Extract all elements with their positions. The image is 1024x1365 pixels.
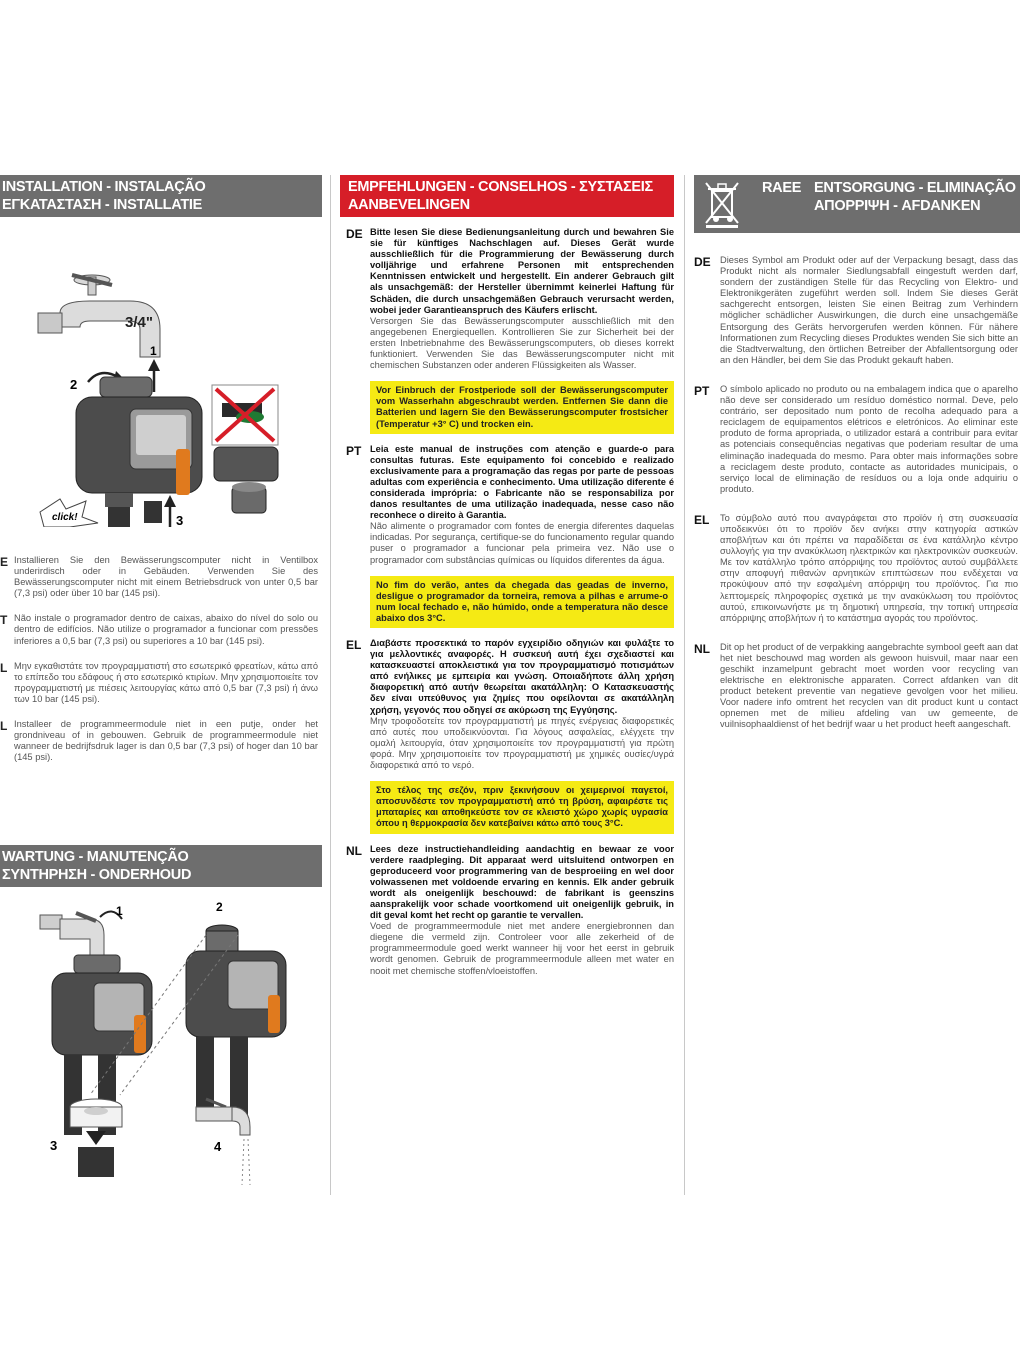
step-2-label: 2 xyxy=(70,377,78,392)
click-label: click! xyxy=(52,512,78,523)
column-divider-2 xyxy=(684,175,685,1195)
installation-code-nl: L xyxy=(0,719,8,734)
disposal-title-line2: ΑΠΟΡΡΙΨΗ - AFDANKEN xyxy=(814,198,981,214)
installation-diagram xyxy=(0,217,322,527)
step-1-label: 1 xyxy=(150,344,157,358)
crossed-bin-icon xyxy=(702,179,742,229)
installation-code-de: E xyxy=(0,555,9,569)
recommendations-column xyxy=(340,175,674,977)
recommendations-header xyxy=(340,175,674,217)
column-divider-1 xyxy=(330,175,331,1195)
installation-text-pt: Não instale o programador dentro de caixas, abaixo do nível do solo ou dentro de edifícios. Não utilize o programador a funcionar com pressões inferiores a 0,5 bar (7,3 psi) ou superiores a 10 bar (145 psi). xyxy=(14,613,318,646)
installation-para-el xyxy=(0,660,318,705)
recommendation-bold-de: Bitte lesen Sie diese Bedienungsanleitung durch und bewahren Sie sie für künftiges Nachschlagen auf. Dieses Gerät wurde ausschließlich für die Programmierung der Bewässerung durch volljährige und erfahrene Personen mit entsprechenden Kenntnissen entwickelt und hergestellt. Ein anderer Gebrauch gilt als unsachgemäß: der Hersteller übernimmt keinerlei Haftung für Schäden, die durch unsachgemäßen Gebrauch verursacht werden, wobei jeder Garantieanspruch des Käufers erlischt. xyxy=(370,227,674,315)
recommendation-section-nl xyxy=(346,843,674,977)
recommendations-title-line2: AANBEVELINGEN xyxy=(348,197,470,213)
installation-text xyxy=(0,555,318,763)
installation-code-pt: T xyxy=(0,613,8,628)
water-timer-device xyxy=(76,377,202,507)
installation-title-line2: ΕΓΚΑΤΑΣΤΑΣΗ - INSTALLATIE xyxy=(2,197,202,213)
disposal-header xyxy=(694,175,1020,233)
recommendation-bold-pt: Leia este manual de instruções com atenção e guarde-o para consultas futuras. Este equipamento foi concebido e realizado exclusivamente para a programação das regas por parte de pessoas adultas com experiência e conhecimento. Uma utilização diferente é considerada imprópria: o Fabricante não se responsabiliza por danos resultantes de uma utilização inadequada, nesse caso não reconhece o direito à Garantia. xyxy=(370,443,674,521)
installation-column xyxy=(0,175,322,1154)
step-3-label: 3 xyxy=(176,513,184,527)
fitting-size-label: 3/4" xyxy=(125,314,153,331)
disposal-code-el: EL xyxy=(694,512,710,527)
raee-label: RAEE xyxy=(762,180,802,196)
recommendations-title-line1: EMPFEHLUNGEN - CONSELHOS - ΣΥΣΤΑΣΕΙΣ xyxy=(348,179,653,195)
recommendation-light-pt: Não alimente o programador com fontes de energia diferentes daquelas indicadas. Por segurança, certifique-se do funcionamento regular quando puser o programador a funcionar pela primeira vez. Não use o programador com substâncias químicas ou líquidos diferentes da água. xyxy=(370,521,674,565)
disposal-text-el: Το σύμβολο αυτό που αναγράφεται στο προϊόν ή στη συσκευασία υποδεικνύει ότι το προϊόν δεν ανήκει στην κατηγορία αστικών αποβλήτων και ότι πρέπει να παραδίδεται σε ένα κατάλληλο κέντρο συλλογής για την ανακύκλωση ηλεκτρικών και ηλεκτρονικών συσκευών. Με τον κατάλληλο τρόπο απόρριψης του προϊόντος αυτού συμβάλλετε στην αποφυγή πιθανών αρνητικών επιπτώσεων που ενδέχεται να προκύψουν από την εσφαλμένη απόρριψη του προϊόντος. Για πιο λεπτομερείς πληροφορίες σχετικά με την ανακύκλωση του προϊόντος αυτού, επικοινωνήστε με τη δημοτική υπηρεσία, την τοπική υπηρεσία απόρριψης αποβλήτων ή το κατάστημα αγοράς του προϊόντος. xyxy=(720,512,1018,623)
disposal-code-nl: NL xyxy=(694,641,710,656)
installation-header xyxy=(0,175,322,217)
maintenance-step2-label: 2 xyxy=(216,900,223,914)
frost-warning-el: Στο τέλος της σεζόν, πριν ξεκινήσουν οι χειμερινοί παγετοί, αποσυνδέστε τον προγραμματιστή από τη βρύση, αφαιρέστε τις μπαταρίες και αποθηκεύστε τον σε κλειστό χώρο χωρίς υγρασία όπου η θερμοκρασία δεν κατεβαίνει κάτω από τους 3°C. xyxy=(370,781,674,833)
disposal-section-el xyxy=(694,512,1018,624)
maintenance-header xyxy=(0,845,322,887)
adapter-detail-illustration xyxy=(214,447,278,513)
recommendation-section-de xyxy=(346,227,674,434)
recommendation-code-nl: NL xyxy=(346,843,362,858)
maintenance-step3-label: 3 xyxy=(50,1138,58,1153)
recommendation-section-el xyxy=(346,638,674,834)
recommendation-light-nl: Voed de programmeermodule niet met andere energiebronnen dan diegene die vermeld zijn. Controleer voor alle zekerheid of de programmeermodule goed werkt wanneer hij voor het eerst in gebruik wordt genomen. Gebruik de programmeermodule alleen met water en nooit met chemische stoffen/vloeistoffen. xyxy=(370,921,674,976)
disposal-text-nl: Dit op het product of de verpakking aangebrachte symbool geeft aan dat het niet beschouwd mag worden als gewoon huisvuil, maar naar een geschikt inzamelpunt gebracht moet worden voor recycling van elektrische en elektronische apparaten. Correct afdanken van dit product betekent preventie van negatieve gevolgen voor het milieu. Voor nadere info omtrent het recyclen van dit product kunt u contact opnemen met de milieu afdeling van uw gemeente, de vuilnisophaaldienst of het bedrijf waar u het product heeft aangeschaft. xyxy=(720,641,1018,730)
recommendation-code-de: DE xyxy=(346,227,363,241)
installation-para-nl xyxy=(0,719,318,763)
recommendation-section-pt xyxy=(346,443,674,628)
recommendation-light-de: Versorgen Sie das Bewässerungscomputer ausschließlich mit den angegebenen Energiequellen. Kontrollieren Sie zur Sicherheit bei der ersten Inbetriebnahme des Bewässerungscomputers, ob dieses korrekt funktioniert. Verwenden Sie das Bewässerungscomputer nicht mit chemischen Substanzen oder anderen Flüssigkeiten als Wasser. xyxy=(370,315,674,371)
disposal-section-pt xyxy=(694,383,1018,495)
frost-warning-de: Vor Einbruch der Frostperiode soll der Bewässerungscomputer vom Wasserhahn abgeschraubt werden. Entfernen Sie dann die Batterien und lagern Sie den Bewässerungscomputer frostsicher (Temperatur +3° C) und trocken ein. xyxy=(370,381,674,433)
disposal-text-pt: O símbolo aplicado no produto ou na embalagem indica que o aparelho não deve ser considerado um resíduo doméstico normal. Deve, pelo contrário, ser depositado num ponto de recolha adequado para a reciclagem de equipamentos elétricos e eletrónicos. Ao eliminar este produto de forma apropriada, o utilizador estará a contribuir para evitar as potenciais consequências negativas que poderiam resultar de uma eliminação inadequada do mesmo. Para obter mais informações sobre a reciclagem deste produto, contacte as autoridades municipais, o serviço local de eliminação de resíduos ou a loja onde adquiriu o produto. xyxy=(720,383,1018,494)
rinse-faucet-illustration xyxy=(196,1099,250,1185)
disposal-code-de: DE xyxy=(694,255,711,269)
disposal-section-de xyxy=(694,255,1018,366)
disposal-body xyxy=(694,255,1018,731)
disposal-title-line1: ENTSORGUNG - ELIMINAÇÃO xyxy=(814,180,1016,196)
recommendation-code-pt: PT xyxy=(346,443,362,458)
maintenance-step4-label: 4 xyxy=(214,1139,222,1154)
disposal-text-de: Dieses Symbol am Produkt oder auf der Verpackung besagt, dass das Produkt nicht als normaler Siedlungsabfall eingestuft werden darf, sondern der zuständigen Stelle für das Recycling von Elektro- und Elektronikgeräten zugeführt werden soll. Indem Sie dieses Gerät sachgerecht entsorgen, leisten Sie einen Beitrag zum Verhindern möglicher schädlicher Auswirkungen, die durch eine unsachgemäße Entsorgung des Geräts hervorgerufen werden können. Für nähere Informationen zum Recycling dieses Produktes wenden Sie sich bitte an die Stadtverwaltung, den örtlichen Betreiber der Abfallentsorgung oder an den Händler, bei dem Sie das Produkt gekauft haben. xyxy=(720,255,1018,365)
installation-para-pt xyxy=(0,613,318,646)
filter-illustration xyxy=(70,1099,122,1177)
recommendation-light-el: Μην τροφοδοτείτε τον προγραμματιστή με πηγές ενέργειας διαφορετικές από αυτές που υποδεικνύονται. Για λόγους ασφαλείας, ελέγχετε την ομαλή λειτουργία, όταν χρησιμοποιείτε τον προγραμματιστή για πρώτη φορά. Μην χρησιμοποιείτε τον προγραμματιστή με χημικές ουσίες/υγρά διαφορετικά από το νερό. xyxy=(370,715,674,771)
maintenance-step1-label: 1 xyxy=(116,904,123,918)
maintenance-title-line1: WARTUNG - MANUTENÇÃO xyxy=(2,849,189,865)
disposal-column xyxy=(694,175,1020,731)
prohibited-setup-icon xyxy=(212,385,278,445)
installation-para-de xyxy=(0,555,318,599)
maintenance-title-line2: ΣΥΝΤΗΡΗΣΗ - ONDERHOUD xyxy=(2,867,192,883)
installation-text-de: Installieren Sie den Bewässerungscomputer nicht in Ventilbox underirdisch oder in Gebäuden. Verwenden Sie des Bewässerungscomputer nicht mit einem Betriebsdruck von unter 0,5 bar (7,3 psi) oder über 10 bar (145 psi). xyxy=(14,555,318,599)
recommendation-bold-nl: Lees deze instructiehandleiding aandachtig en bewaar ze voor verdere raadpleging. Dit apparaat werd uitsluitend ontworpen en geproduceerd voor programmering van de besproeiing en wel door volwassenen met voldoende ervaring en kennis. Elk ander gebruik wordt als oneigenlijk beschouwd: de fabrikant is geenszins aansprakelijk voor schade voortkomend uit oneigenlijk gebruik, in dit geval komt het recht op garantie te vervallen. xyxy=(370,843,674,921)
maintenance-diagram xyxy=(0,895,322,1195)
frost-warning-pt: No fim do verão, antes da chegada das geadas de inverno, desligue o programador da torneira, remova a pilhas e arrume-o num local fechado e, não húmido, onde a temperatura não desce abaixo dos 3°C. xyxy=(370,576,674,628)
installation-code-el: L xyxy=(0,660,8,675)
installation-text-nl: Installeer de programmeermodule niet in een putje, onder het grondniveau of in gebouwen. Gebruik de programmeermodule niet wanneer de bedrijfsdruk lager is dan 0,5 bar (7,3 psi) of hoger dan 10 bar (145 psi). xyxy=(14,719,318,763)
disposal-code-pt: PT xyxy=(694,383,710,398)
recommendations-body xyxy=(346,227,674,977)
recommendation-code-el: EL xyxy=(346,638,362,652)
installation-text-el: Μην εγκαθιστάτε τον προγραμματιστή στο εσωτερικό φρεατίων, κάτω από το επίπεδο του εδάφους ή στο εσωτερικό κτιρίων. Μην χρησιμοποιείτε τον προγραμματιστή με πιέσεις λειτουργίας κάτω από 0,5 bar (7,3 psi) ή άνω των 10 bar (145 psi). xyxy=(14,660,318,704)
recommendation-bold-el: Διαβάστε προσεκτικά το παρόν εγχειρίδιο οδηγιών και φυλάξτε το για μελλοντικές αναφορές. Η συσκευή αυτή έχει σχεδιαστεί και κατασκευαστεί αποκλειστικά για τον προγραμματισμό ποτισμάτων από ενήλικες με εμπειρία και γνώση. Οποιαδήποτε άλλη χρήση διαφορετική από αυτήν θεωρείται ακατάλληλη: Ο Κατασκευαστής δεν είναι υπεύθυνος για ζημίες που οφείλονται σε ακατάλληλη χρήση, γεγονός που οδηγεί σε ακύρωση της Εγγύησης. xyxy=(370,638,674,715)
disposal-section-nl xyxy=(694,641,1018,731)
installation-title-line1: INSTALLATION - INSTALAÇÃO xyxy=(2,179,206,195)
